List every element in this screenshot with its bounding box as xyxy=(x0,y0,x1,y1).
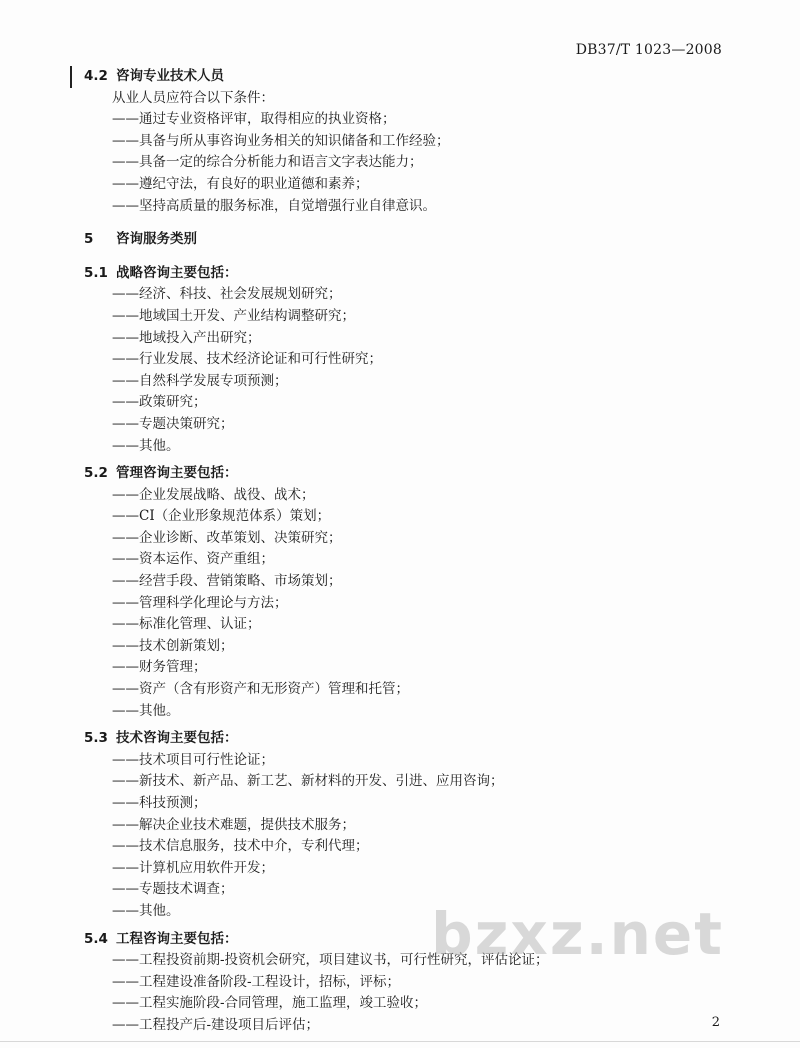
list-item: ——坚持高质量的服务标准，自觉增强行业自律意识。 xyxy=(112,197,436,214)
list-item: ——自然科学发展专项预测； xyxy=(112,372,288,389)
list-item: ——工程投资前期-投资机会研究，项目建议书，可行性研究，评估论证； xyxy=(112,952,549,969)
section-number: 5.3 xyxy=(84,730,108,747)
page-number: 2 xyxy=(711,1015,720,1030)
list-item: ——财务管理； xyxy=(112,659,207,676)
list-item: ——其他。 xyxy=(112,437,180,454)
list-item: ——CI（企业形象规范体系）策划； xyxy=(112,508,331,525)
list-item: ——专题决策研究； xyxy=(112,415,234,432)
list-item: ——专题技术调查； xyxy=(112,881,234,898)
section-number: 5 xyxy=(84,231,94,248)
section-title: 战略咨询主要包括： xyxy=(116,264,238,281)
section-number: 5.1 xyxy=(84,264,108,281)
list-item: ——其他。 xyxy=(112,902,180,919)
list-item: ——地域国土开发、产业结构调整研究； xyxy=(112,307,355,324)
list-item: ——新技术、新产品、新工艺、新材料的开发、引进、应用咨询； xyxy=(112,773,504,790)
section-heading-s52 xyxy=(84,463,744,485)
section-spacer xyxy=(84,217,744,229)
section-title: 技术咨询主要包括： xyxy=(116,730,238,747)
list-item: ——工程实施阶段-合同管理，施工监理，竣工验收； xyxy=(112,995,428,1012)
section-number: 5.2 xyxy=(84,465,108,482)
list-item: ——具备一定的综合分析能力和语言文字表达能力； xyxy=(112,154,423,171)
list-item: ——技术项目可行性论证； xyxy=(112,751,274,768)
watermark: bzxz.net xyxy=(431,900,724,968)
list-item: ——经济、科技、社会发展规划研究； xyxy=(112,286,342,303)
document-body xyxy=(84,66,744,1037)
list-item: 从业人员应符合以下条件： xyxy=(112,89,274,106)
section-spacer xyxy=(84,251,744,263)
list-item: ——具备与所从事咨询业务相关的知识储备和工作经验； xyxy=(112,132,450,149)
section-heading-s42 xyxy=(84,66,744,88)
list-item: ——标准化管理、认证； xyxy=(112,616,261,633)
list-item: ——政策研究； xyxy=(112,394,207,411)
change-bar xyxy=(70,66,72,88)
list-item: ——企业发展战略、战役、战术； xyxy=(112,486,315,503)
section-heading-s51 xyxy=(84,263,744,285)
list-item: ——遵纪守法，有良好的职业道德和素养； xyxy=(112,175,369,192)
list-item: ——管理科学化理论与方法； xyxy=(112,594,288,611)
list-item: ——资本运作、资产重组； xyxy=(112,551,274,568)
list-item: ——计算机应用软件开发； xyxy=(112,859,274,876)
section-title: 工程咨询主要包括： xyxy=(116,930,238,947)
list-item: ——其他。 xyxy=(112,702,180,719)
list-item: ——解决企业技术难题，提供技术服务； xyxy=(112,816,355,833)
section-title: 管理咨询主要包括： xyxy=(116,465,238,482)
list-item: ——技术信息服务，技术中介，专利代理； xyxy=(112,838,369,855)
document-code: DB37/T 1023—2008 xyxy=(575,42,722,58)
list-item: ——工程投产后-建设项目后评估； xyxy=(112,1016,320,1033)
section-number: 4.2 xyxy=(84,68,108,84)
section-heading-s5 xyxy=(84,229,744,251)
section-title: 咨询专业技术人员 xyxy=(116,68,224,84)
list-item: ——企业诊断、改革策划、决策研究； xyxy=(112,529,342,546)
section-heading-s53 xyxy=(84,728,744,750)
list-item: ——科技预测； xyxy=(112,795,207,811)
list-item: ——地域投入产出研究； xyxy=(112,329,261,346)
page-bottom-rule xyxy=(0,1041,800,1042)
list-item: ——行业发展、技术经济论证和可行性研究； xyxy=(112,351,382,368)
section-number: 5.4 xyxy=(84,930,108,947)
section-title: 咨询服务类别 xyxy=(116,231,197,248)
list-item: ——资产（含有形资产和无形资产）管理和托管； xyxy=(112,681,409,698)
list-item: ——工程建设准备阶段-工程设计，招标，评标； xyxy=(112,973,401,990)
list-item: ——技术创新策划； xyxy=(112,637,234,654)
list-item: ——通过专业资格评审，取得相应的执业资格； xyxy=(112,111,396,128)
list-item: ——经营手段、营销策略、市场策划； xyxy=(112,573,342,590)
